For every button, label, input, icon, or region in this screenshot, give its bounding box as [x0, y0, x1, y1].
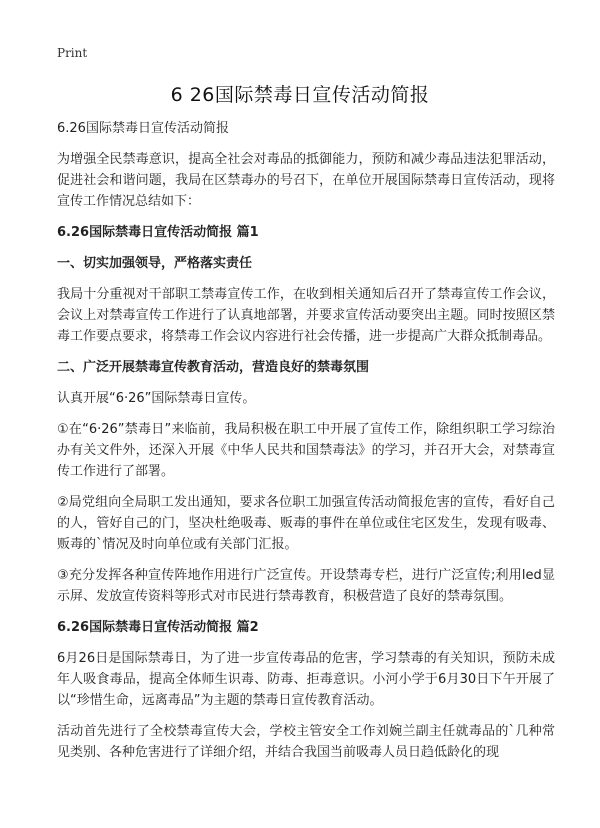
- subsection-heading-2: 二、广泛开展禁毒宣传教育活动，营造良好的禁毒氛围: [57, 360, 370, 375]
- subsection-2-lead: 认真开展“6·26”国际禁毒日宣传。: [57, 391, 256, 406]
- list-item-2: ②局党组向全局职工发出通知，要求各位职工加强宣传活动简报危害的宣传，看好自己的人，管好自己的门，坚决杜绝吸毒、贩毒的事件在单位或住宅区发生，发现有吸毒、贩毒的`情况及时向单位或有关部门汇报。: [57, 495, 555, 552]
- section-heading-1: 6.26国际禁毒日宣传活动简报 篇1: [57, 225, 259, 240]
- subsection-heading-1: 一、切实加强领导，严格落实责任: [57, 256, 253, 271]
- list-item-1: ①在“6·26”禁毒日”来临前，我局积极在职工中开展了宣传工作，除组织职工学习综治办有关文件外，还深入开展《中华人民共和国禁毒法》的学习，并召开大会，对禁毒宣传工作进行了部署。: [57, 422, 555, 479]
- intro-paragraph: 为增强全民禁毒意识，提高全社会对毒品的抵御能力，预防和减少毒品违法犯罪活动，促进社会和谐问题，我局在区禁毒办的号召下，在单位开展国际禁毒日宣传活动，现将宣传工作情况总结如下：: [57, 152, 555, 209]
- print-label[interactable]: Print: [57, 46, 88, 60]
- document-subtitle: 6.26国际禁毒日宣传活动简报: [57, 121, 229, 136]
- section-2-paragraph-2: 活动首先进行了全校禁毒宣传大会，学校主管安全工作刘婉兰副主任就毒品的`几种常见类别、各种危害进行了详细介绍，并结合我国当前吸毒人员日趋低龄化的现: [57, 724, 555, 760]
- section-2-paragraph-1: 6月26日是国际禁毒日，为了进一步宣传毒品的危害，学习禁毒的有关知识，预防未成年人吸食毒品，提高全体师生识毒、防毒、拒毒意识。小河小学于6月30日下午开展了以“珍惜生命，远离毒品”为主题的禁毒日宣传教育活动。: [57, 651, 555, 708]
- section-heading-2: 6.26国际禁毒日宣传活动简报 篇2: [57, 620, 259, 635]
- document-title: 6 26国际禁毒日宣传活动简报: [170, 84, 430, 106]
- subsection-1-paragraph: 我局十分重视对干部职工禁毒宣传工作，在收到相关通知后召开了禁毒宣传工作会议，会议上对禁毒宣传工作进行了认真地部署，并要求宣传活动要突出主题。同时按照区禁毒工作要点要求，将禁毒工作会议内容进行社会传播，进一步提高广大群众抵制毒品。: [57, 287, 555, 344]
- document-body: [57, 118, 555, 773]
- list-item-3: ③充分发挥各种宣传阵地作用进行广泛宣传。开设禁毒专栏，进行广泛宣传;利用led显示屏、发放宣传资料等形式对市民进行禁毒教育，积极营造了良好的禁毒氛围。: [57, 568, 555, 604]
